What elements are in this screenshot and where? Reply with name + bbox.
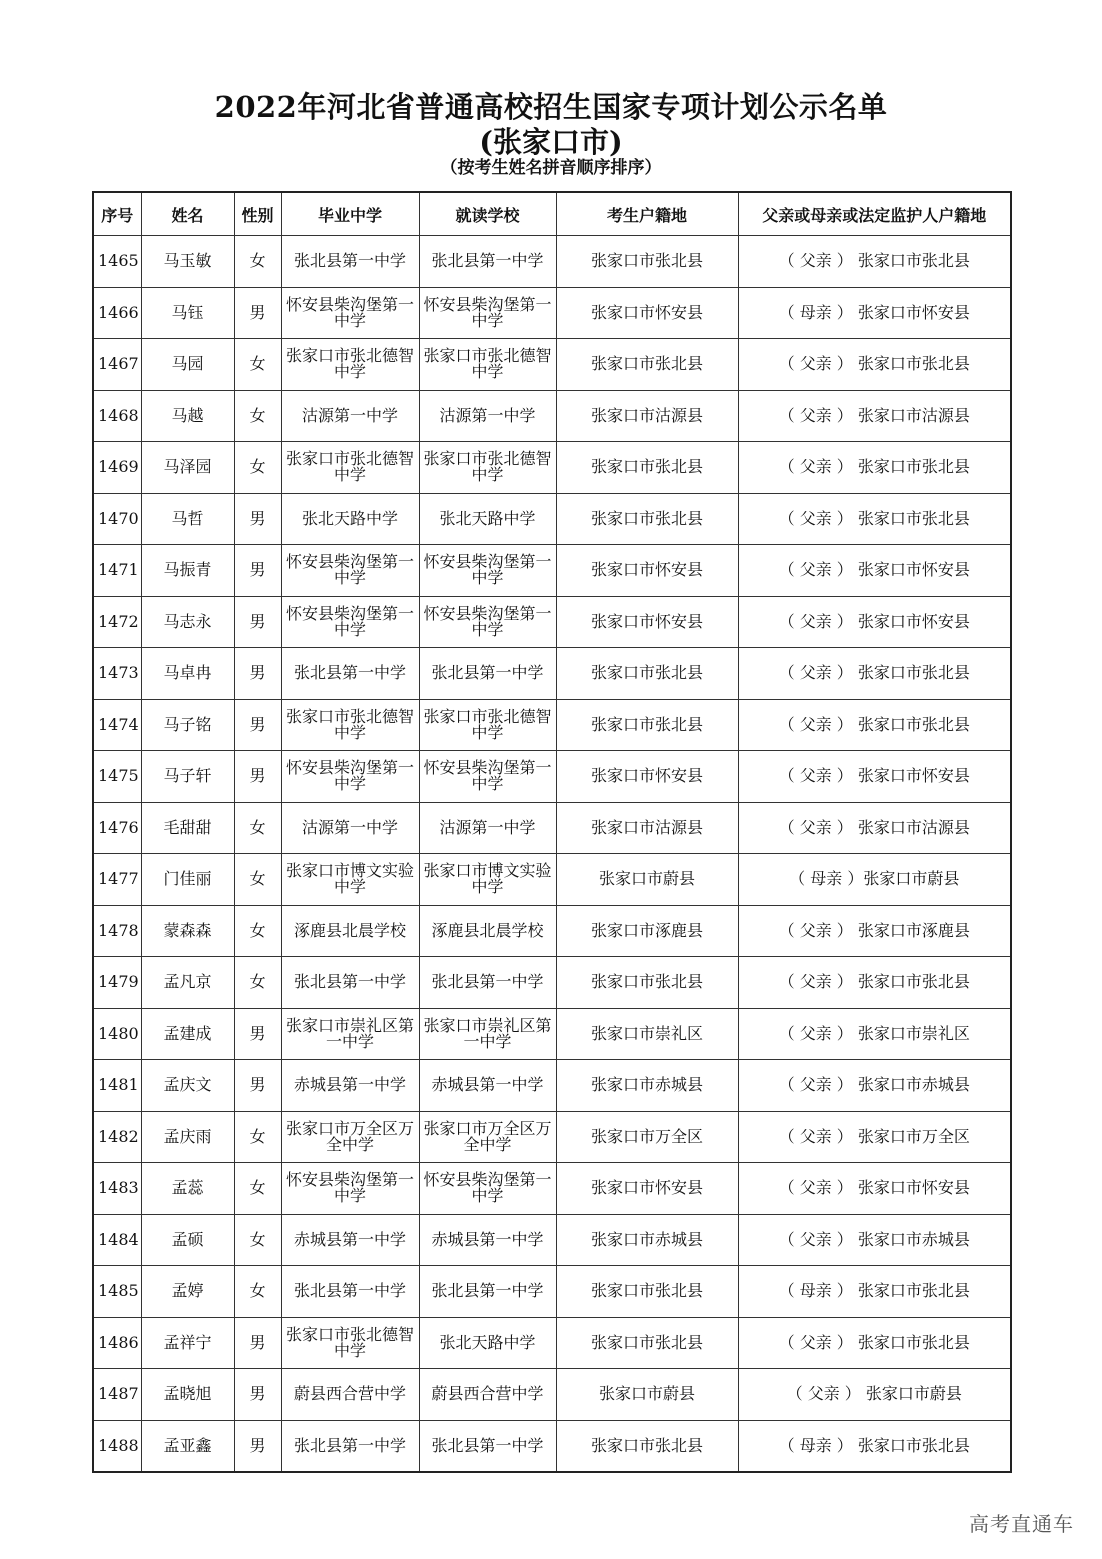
cell-current-school: 张家口市万全区万全中学	[419, 1111, 556, 1163]
cell-student-residence: 张家口市张北县	[556, 442, 738, 494]
cell-serial-number: 1484	[93, 1214, 141, 1266]
cell-gender: 女	[234, 957, 281, 1009]
table-row	[93, 1008, 1011, 1060]
document-title: 2022年河北省普通高校招生国家专项计划公示名单	[214, 90, 888, 124]
cell-name: 马越	[141, 390, 234, 442]
cell-name: 马园	[141, 339, 234, 391]
cell-student-residence: 张家口市张北县	[556, 1420, 738, 1472]
cell-student-residence: 张家口市赤城县	[556, 1214, 738, 1266]
cell-name: 孟祥宁	[141, 1317, 234, 1369]
cell-guardian-residence: （ 父亲 ） 张家口市怀安县	[738, 1163, 1011, 1215]
cell-graduated-school: 张北县第一中学	[281, 236, 419, 288]
cell-serial-number: 1482	[93, 1111, 141, 1163]
header-guardian-residence: 父亲或母亲或法定监护人户籍地	[738, 192, 1011, 236]
cell-serial-number: 1479	[93, 957, 141, 1009]
cell-guardian-residence: （ 父亲 ） 张家口市赤城县	[738, 1214, 1011, 1266]
cell-student-residence: 张家口市张北县	[556, 493, 738, 545]
cell-guardian-residence: （ 母亲 ）张家口市蔚县	[738, 854, 1011, 906]
cell-graduated-school: 张家口市崇礼区第一中学	[281, 1008, 419, 1060]
cell-graduated-school: 张北天路中学	[281, 493, 419, 545]
cell-name: 孟凡京	[141, 957, 234, 1009]
cell-serial-number: 1487	[93, 1369, 141, 1421]
cell-graduated-school: 张家口市张北德智中学	[281, 339, 419, 391]
cell-graduated-school: 张家口市张北德智中学	[281, 442, 419, 494]
cell-gender: 男	[234, 596, 281, 648]
cell-name: 门佳丽	[141, 854, 234, 906]
cell-gender: 男	[234, 648, 281, 700]
admission-roster-table	[92, 191, 1012, 1473]
table-row	[93, 1420, 1011, 1472]
header-graduated-school: 毕业中学	[281, 192, 419, 236]
cell-student-residence: 张家口市张北县	[556, 957, 738, 1009]
cell-gender: 男	[234, 545, 281, 597]
cell-student-residence: 张家口市崇礼区	[556, 1008, 738, 1060]
table-row	[93, 442, 1011, 494]
table-row	[93, 287, 1011, 339]
cell-current-school: 张家口市张北德智中学	[419, 699, 556, 751]
cell-graduated-school: 张北县第一中学	[281, 1420, 419, 1472]
cell-graduated-school: 沽源第一中学	[281, 802, 419, 854]
table-row	[93, 751, 1011, 803]
cell-graduated-school: 涿鹿县北晨学校	[281, 905, 419, 957]
cell-name: 孟庆雨	[141, 1111, 234, 1163]
cell-guardian-residence: （ 父亲 ） 张家口市张北县	[738, 1317, 1011, 1369]
cell-student-residence: 张家口市张北县	[556, 339, 738, 391]
cell-gender: 女	[234, 236, 281, 288]
cell-graduated-school: 张北县第一中学	[281, 957, 419, 1009]
cell-current-school: 怀安县柴沟堡第一中学	[419, 596, 556, 648]
cell-serial-number: 1483	[93, 1163, 141, 1215]
city-subtitle: (张家口市)	[479, 125, 623, 159]
watermark-text: 高考直通车	[969, 1512, 1074, 1536]
cell-guardian-residence: （ 父亲 ） 张家口市张北县	[738, 957, 1011, 1009]
cell-graduated-school: 怀安县柴沟堡第一中学	[281, 287, 419, 339]
cell-current-school: 赤城县第一中学	[419, 1214, 556, 1266]
cell-gender: 男	[234, 1369, 281, 1421]
cell-graduated-school: 怀安县柴沟堡第一中学	[281, 545, 419, 597]
cell-guardian-residence: （ 父亲 ） 张家口市张北县	[738, 699, 1011, 751]
cell-serial-number: 1476	[93, 802, 141, 854]
table-row	[93, 1111, 1011, 1163]
cell-graduated-school: 蔚县西合营中学	[281, 1369, 419, 1421]
cell-gender: 女	[234, 1111, 281, 1163]
table-row	[93, 802, 1011, 854]
cell-current-school: 张北天路中学	[419, 1317, 556, 1369]
cell-gender: 女	[234, 905, 281, 957]
cell-graduated-school: 沽源第一中学	[281, 390, 419, 442]
cell-serial-number: 1471	[93, 545, 141, 597]
table-row	[93, 1317, 1011, 1369]
cell-serial-number: 1488	[93, 1420, 141, 1472]
table-row	[93, 957, 1011, 1009]
cell-graduated-school: 张家口市张北德智中学	[281, 1317, 419, 1369]
table-row	[93, 596, 1011, 648]
cell-serial-number: 1467	[93, 339, 141, 391]
cell-guardian-residence: （ 父亲 ） 张家口市沽源县	[738, 390, 1011, 442]
cell-serial-number: 1466	[93, 287, 141, 339]
cell-serial-number: 1480	[93, 1008, 141, 1060]
cell-student-residence: 张家口市怀安县	[556, 545, 738, 597]
cell-guardian-residence: （ 父亲 ） 张家口市张北县	[738, 648, 1011, 700]
cell-graduated-school: 赤城县第一中学	[281, 1060, 419, 1112]
cell-current-school: 张北县第一中学	[419, 1266, 556, 1318]
cell-current-school: 沽源第一中学	[419, 802, 556, 854]
sort-order-note: （按考生姓名拼音顺序排序）	[440, 158, 662, 178]
cell-current-school: 张北天路中学	[419, 493, 556, 545]
cell-gender: 男	[234, 699, 281, 751]
cell-current-school: 张家口市张北德智中学	[419, 442, 556, 494]
cell-student-residence: 张家口市涿鹿县	[556, 905, 738, 957]
cell-guardian-residence: （ 父亲 ） 张家口市沽源县	[738, 802, 1011, 854]
table-row	[93, 390, 1011, 442]
cell-graduated-school: 怀安县柴沟堡第一中学	[281, 751, 419, 803]
cell-guardian-residence: （ 母亲 ） 张家口市张北县	[738, 1266, 1011, 1318]
table-row	[93, 905, 1011, 957]
table-row	[93, 1369, 1011, 1421]
cell-student-residence: 张家口市张北县	[556, 648, 738, 700]
cell-name: 马振青	[141, 545, 234, 597]
cell-serial-number: 1474	[93, 699, 141, 751]
cell-gender: 女	[234, 802, 281, 854]
table-row	[93, 493, 1011, 545]
table-header-row	[93, 192, 1011, 236]
cell-current-school: 张家口市张北德智中学	[419, 339, 556, 391]
cell-current-school: 赤城县第一中学	[419, 1060, 556, 1112]
cell-graduated-school: 怀安县柴沟堡第一中学	[281, 1163, 419, 1215]
cell-guardian-residence: （ 父亲 ） 张家口市张北县	[738, 442, 1011, 494]
cell-guardian-residence: （ 母亲 ） 张家口市怀安县	[738, 287, 1011, 339]
cell-graduated-school: 张北县第一中学	[281, 1266, 419, 1318]
cell-serial-number: 1475	[93, 751, 141, 803]
cell-current-school: 怀安县柴沟堡第一中学	[419, 287, 556, 339]
table-row	[93, 648, 1011, 700]
cell-current-school: 张北县第一中学	[419, 957, 556, 1009]
table-row	[93, 236, 1011, 288]
cell-name: 马钰	[141, 287, 234, 339]
cell-guardian-residence: （ 父亲 ） 张家口市怀安县	[738, 545, 1011, 597]
cell-name: 孟晓旭	[141, 1369, 234, 1421]
cell-student-residence: 张家口市蔚县	[556, 854, 738, 906]
cell-name: 孟庆文	[141, 1060, 234, 1112]
cell-guardian-residence: （ 父亲 ） 张家口市涿鹿县	[738, 905, 1011, 957]
cell-guardian-residence: （ 父亲 ） 张家口市崇礼区	[738, 1008, 1011, 1060]
cell-gender: 男	[234, 751, 281, 803]
cell-serial-number: 1486	[93, 1317, 141, 1369]
table-row	[93, 699, 1011, 751]
cell-current-school: 怀安县柴沟堡第一中学	[419, 545, 556, 597]
cell-student-residence: 张家口市赤城县	[556, 1060, 738, 1112]
table-row	[93, 1266, 1011, 1318]
header-gender: 性别	[234, 192, 281, 236]
cell-name: 马哲	[141, 493, 234, 545]
cell-graduated-school: 张家口市博文实验中学	[281, 854, 419, 906]
cell-current-school: 蔚县西合营中学	[419, 1369, 556, 1421]
cell-graduated-school: 赤城县第一中学	[281, 1214, 419, 1266]
cell-student-residence: 张家口市张北县	[556, 699, 738, 751]
cell-gender: 男	[234, 1420, 281, 1472]
cell-name: 马泽园	[141, 442, 234, 494]
cell-graduated-school: 张家口市万全区万全中学	[281, 1111, 419, 1163]
cell-student-residence: 张家口市蔚县	[556, 1369, 738, 1421]
cell-gender: 男	[234, 493, 281, 545]
cell-gender: 男	[234, 1060, 281, 1112]
cell-current-school: 张北县第一中学	[419, 648, 556, 700]
cell-name: 孟婷	[141, 1266, 234, 1318]
cell-name: 毛甜甜	[141, 802, 234, 854]
cell-serial-number: 1477	[93, 854, 141, 906]
cell-serial-number: 1470	[93, 493, 141, 545]
cell-guardian-residence: （ 父亲 ） 张家口市张北县	[738, 236, 1011, 288]
cell-gender: 男	[234, 287, 281, 339]
cell-name: 蒙森森	[141, 905, 234, 957]
header-current-school: 就读学校	[419, 192, 556, 236]
cell-student-residence: 张家口市怀安县	[556, 287, 738, 339]
cell-name: 马玉敏	[141, 236, 234, 288]
cell-serial-number: 1485	[93, 1266, 141, 1318]
cell-current-school: 张北县第一中学	[419, 1420, 556, 1472]
table-row	[93, 854, 1011, 906]
cell-gender: 女	[234, 1266, 281, 1318]
header-serial-number: 序号	[93, 192, 141, 236]
cell-student-residence: 张家口市张北县	[556, 1317, 738, 1369]
cell-name: 马志永	[141, 596, 234, 648]
table-row	[93, 339, 1011, 391]
cell-guardian-residence: （ 父亲 ） 张家口市万全区	[738, 1111, 1011, 1163]
cell-student-residence: 张家口市万全区	[556, 1111, 738, 1163]
cell-student-residence: 张家口市沽源县	[556, 390, 738, 442]
header-name: 姓名	[141, 192, 234, 236]
cell-guardian-residence: （ 父亲 ） 张家口市怀安县	[738, 751, 1011, 803]
cell-current-school: 怀安县柴沟堡第一中学	[419, 751, 556, 803]
cell-student-residence: 张家口市张北县	[556, 236, 738, 288]
cell-serial-number: 1468	[93, 390, 141, 442]
cell-serial-number: 1478	[93, 905, 141, 957]
cell-gender: 女	[234, 442, 281, 494]
cell-name: 马卓冉	[141, 648, 234, 700]
cell-serial-number: 1472	[93, 596, 141, 648]
cell-gender: 男	[234, 1317, 281, 1369]
table-row	[93, 545, 1011, 597]
cell-serial-number: 1481	[93, 1060, 141, 1112]
cell-gender: 女	[234, 390, 281, 442]
cell-name: 马子轩	[141, 751, 234, 803]
header-student-residence: 考生户籍地	[556, 192, 738, 236]
cell-gender: 女	[234, 339, 281, 391]
cell-student-residence: 张家口市怀安县	[556, 1163, 738, 1215]
cell-name: 孟建成	[141, 1008, 234, 1060]
cell-current-school: 张北县第一中学	[419, 236, 556, 288]
table-body	[93, 236, 1011, 1473]
cell-graduated-school: 怀安县柴沟堡第一中学	[281, 596, 419, 648]
cell-serial-number: 1465	[93, 236, 141, 288]
cell-name: 孟亚鑫	[141, 1420, 234, 1472]
cell-name: 孟蕊	[141, 1163, 234, 1215]
cell-student-residence: 张家口市沽源县	[556, 802, 738, 854]
cell-serial-number: 1469	[93, 442, 141, 494]
cell-current-school: 涿鹿县北晨学校	[419, 905, 556, 957]
cell-guardian-residence: （ 父亲 ） 张家口市赤城县	[738, 1060, 1011, 1112]
cell-graduated-school: 张家口市张北德智中学	[281, 699, 419, 751]
cell-guardian-residence: （ 父亲 ） 张家口市张北县	[738, 339, 1011, 391]
cell-name: 马子铭	[141, 699, 234, 751]
cell-student-residence: 张家口市怀安县	[556, 751, 738, 803]
table-row	[93, 1214, 1011, 1266]
cell-serial-number: 1473	[93, 648, 141, 700]
cell-guardian-residence: （ 母亲 ） 张家口市张北县	[738, 1420, 1011, 1472]
cell-student-residence: 张家口市张北县	[556, 1266, 738, 1318]
cell-gender: 女	[234, 1214, 281, 1266]
cell-gender: 女	[234, 854, 281, 906]
table-row	[93, 1163, 1011, 1215]
cell-guardian-residence: （ 父亲 ） 张家口市蔚县	[738, 1369, 1011, 1421]
cell-guardian-residence: （ 父亲 ） 张家口市张北县	[738, 493, 1011, 545]
cell-current-school: 张家口市博文实验中学	[419, 854, 556, 906]
cell-guardian-residence: （ 父亲 ） 张家口市怀安县	[738, 596, 1011, 648]
cell-current-school: 怀安县柴沟堡第一中学	[419, 1163, 556, 1215]
cell-student-residence: 张家口市怀安县	[556, 596, 738, 648]
table-row	[93, 1060, 1011, 1112]
cell-name: 孟硕	[141, 1214, 234, 1266]
cell-current-school: 张家口市崇礼区第一中学	[419, 1008, 556, 1060]
cell-graduated-school: 张北县第一中学	[281, 648, 419, 700]
cell-gender: 女	[234, 1163, 281, 1215]
cell-gender: 男	[234, 1008, 281, 1060]
cell-current-school: 沽源第一中学	[419, 390, 556, 442]
